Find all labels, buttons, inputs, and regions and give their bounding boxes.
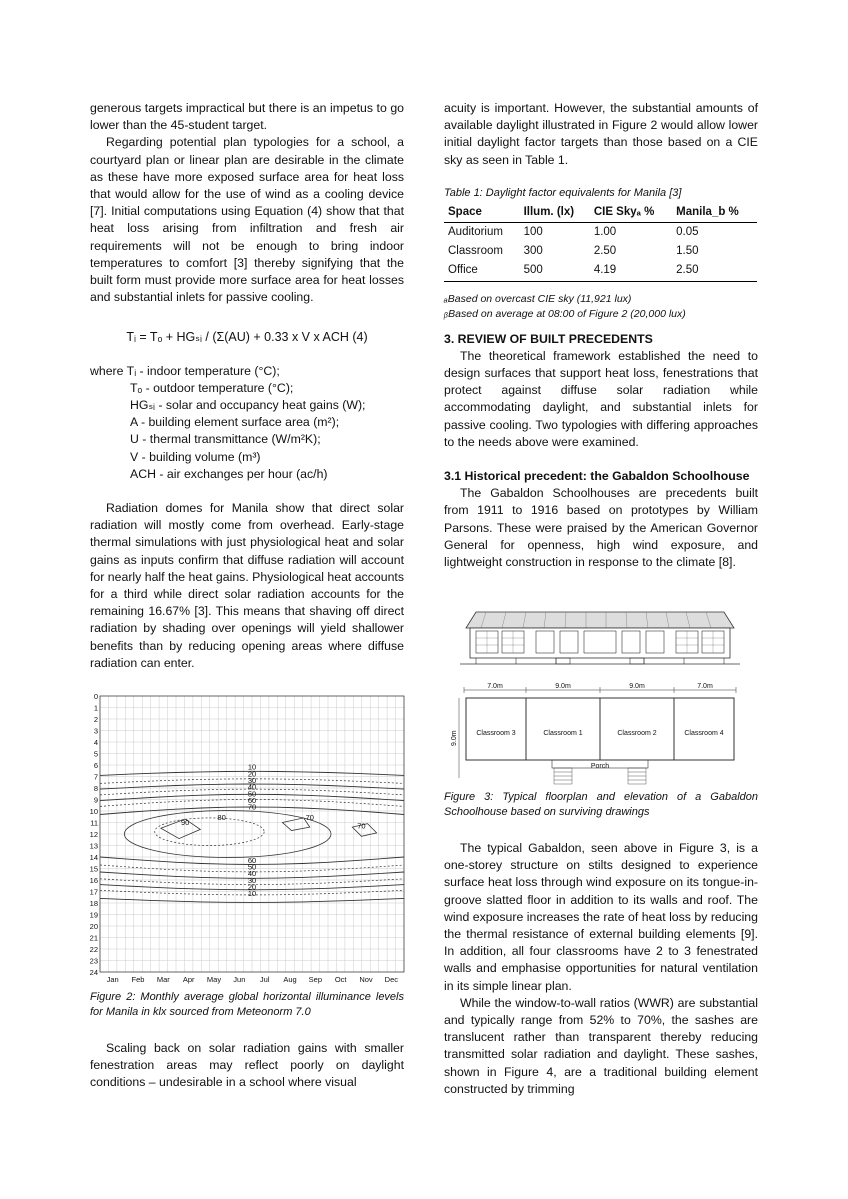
x-tick-label: Nov bbox=[359, 975, 373, 984]
y-tick-label: 16 bbox=[89, 876, 98, 885]
where-item: A - building element surface area (m²); bbox=[130, 415, 340, 430]
table-cell: 2.50 bbox=[593, 245, 617, 258]
x-tick-label: Jan bbox=[106, 975, 119, 984]
y-tick-label: 5 bbox=[93, 749, 98, 759]
x-tick-label: Jul bbox=[259, 975, 270, 984]
chart-svg bbox=[90, 690, 406, 990]
contour-label: 10 bbox=[247, 889, 257, 899]
y-tick-label: 22 bbox=[89, 945, 98, 954]
y-tick-label: 18 bbox=[89, 899, 98, 908]
y-tick-label: 24 bbox=[89, 968, 98, 977]
x-tick-label: Apr bbox=[182, 975, 195, 984]
table-footnote-b: ᵦBased on average at 08:00 of Figure 2 (20,000 lux) bbox=[444, 307, 686, 320]
contour-label: 30 bbox=[247, 875, 257, 885]
table-header: CIE Skyₐ % bbox=[590, 203, 672, 223]
table-cell: 2.50 bbox=[672, 261, 757, 281]
room-label: Classroom 1 bbox=[543, 730, 583, 737]
table-cell: 300 bbox=[523, 245, 543, 258]
left-column bbox=[90, 100, 404, 672]
contour-label: 20 bbox=[247, 769, 257, 779]
table-row bbox=[444, 242, 757, 261]
table-cell: 4.19 bbox=[590, 261, 672, 281]
x-tick-label: Mar bbox=[156, 975, 170, 984]
left-bottom bbox=[90, 1040, 404, 1092]
contour-label: 50 bbox=[247, 862, 257, 872]
equation: Tᵢ = Tₒ + HGₛᵢ / (Σ(AU) + 0.33 x V x ACH (4) bbox=[126, 330, 368, 345]
x-tick-label: Sep bbox=[308, 975, 323, 984]
contour-label: 20 bbox=[247, 882, 257, 892]
floorplan-elevation-svg bbox=[451, 608, 744, 788]
right-column bbox=[444, 100, 758, 571]
room-label: Classroom 3 bbox=[476, 730, 516, 737]
table-header: Space bbox=[444, 203, 520, 223]
contour-label: 30 bbox=[247, 775, 257, 785]
contour-label: 70 bbox=[247, 802, 257, 812]
x-tick-label: Jun bbox=[233, 975, 246, 984]
gabaldon-drawing bbox=[451, 608, 744, 788]
dim-label: 9.0m bbox=[555, 683, 571, 690]
where-item: HGₛᵢ - solar and occupancy heat gains (W); bbox=[130, 398, 366, 413]
contour-loop bbox=[155, 818, 264, 846]
table-cell: 500 bbox=[520, 261, 590, 281]
y-tick-label: 1 bbox=[93, 703, 98, 713]
contour-label: 40 bbox=[247, 869, 257, 879]
contour-label: 60 bbox=[247, 795, 257, 805]
y-tick-label: 4 bbox=[93, 738, 98, 747]
room-label: Classroom 2 bbox=[617, 730, 657, 737]
where-list bbox=[90, 380, 404, 483]
y-tick-label: 2 bbox=[93, 715, 98, 724]
x-tick-label: Aug bbox=[283, 975, 297, 984]
figure-caption: Figure 3: Typical floorplan and elevation of a Gabaldon Schoolhouse based on surviving drawings bbox=[444, 791, 758, 818]
contour-label: 70 bbox=[305, 813, 314, 823]
y-tick-label: 0 bbox=[93, 692, 98, 701]
paragraph: While the window-to-wall ratios (WWR) are substantial and typically range from 52% to 70%, the sashes are translucent rather than transparent thereby reducing transmitted solar radiation and daylight. These sashes, shown in Figure 4, are a traditional building element constructed by trimming bbox=[444, 995, 758, 1096]
contour-label: 10 bbox=[247, 762, 257, 772]
dim-label: 9.0m bbox=[629, 683, 645, 690]
table-row bbox=[444, 223, 757, 243]
x-tick-label: Feb bbox=[131, 975, 145, 984]
y-tick-label: 7 bbox=[93, 772, 98, 782]
table-cell: 0.05 bbox=[676, 226, 699, 239]
fig2-caption-block bbox=[90, 990, 404, 1020]
paragraph: acuity is important. However, the substantial amounts of available daylight illustrated in Figure 2 would allow lower initial daylight factor targets than those based on a CIE sky as seen in Table 1. bbox=[444, 101, 758, 167]
y-tick-label: 6 bbox=[93, 761, 98, 770]
y-tick-label: 21 bbox=[89, 933, 98, 943]
illuminance-chart bbox=[90, 690, 406, 990]
contour-label: 60 bbox=[247, 855, 257, 865]
y-tick-label: 13 bbox=[89, 841, 98, 851]
right-bottom bbox=[444, 840, 758, 1098]
table-cell: Classroom bbox=[448, 245, 503, 258]
figure-caption: Figure 2: Monthly average global horizontal illuminance levels for Manila in klx sourced from Meteonorm 7.0 bbox=[90, 991, 404, 1018]
y-tick-label: 15 bbox=[89, 864, 98, 874]
y-tick-label: 20 bbox=[89, 922, 98, 931]
paragraph: The theoretical framework established the need to design surfaces that support heat loss, fenestrations that protect against diffuse solar radiation while accommodating daylight, and substantial inlets for passive cooling. Two typologies with differing approaches to the needs above were examined. bbox=[444, 348, 758, 449]
paragraph: The typical Gabaldon, seen above in Figure 3, is a one-storey structure on stilts designed to experience surface heat loss through wind exposure on its tongue-in-groove slatted floor in addition to its walls and roof. The wind exposure increases the rate of heat loss by reducing the thermal resistance of external building elements [9]. In addition, all four classrooms have 2 to 3 fenestrated walls and emphasise opportunities for natural ventilation in its simple linear plan. bbox=[444, 841, 758, 993]
dim-label: 7.0m bbox=[697, 683, 713, 690]
x-tick-label: Oct bbox=[334, 975, 347, 984]
table-cell: 1.50 bbox=[676, 245, 699, 258]
y-tick-label: 23 bbox=[89, 956, 98, 966]
table-footnote-a: ₐBased on overcast CIE sky (11,921 lux) bbox=[444, 292, 632, 305]
y-tick-label: 9 bbox=[93, 795, 98, 805]
paragraph: Radiation domes for Manila show that direct solar radiation will mostly come from overhead. Early-stage thermal simulations with just physiological heat and solar gains as inputs confirm that diffuse radiation will account for nearly half the heat gains. Physiological heat accounts for a third while direct solar radiation accounts for the remaining 16.67% [3]. This means that shaving off direct radiation by shading over openings will yield shallower benefits than by reducing opening areas where diffuse radiation can enter. bbox=[90, 501, 404, 670]
where-item: U - thermal transmittance (W/m²K); bbox=[130, 432, 321, 447]
paragraph: The Gabaldon Schoolhouses are precedents built from 1911 to 1916 based on prototypes by William Parsons. These were praised by the American Governor General for openness, high wind exposure, and lightweight construction in response to the climate [8]. bbox=[444, 486, 758, 570]
where-intro: where Tᵢ - indoor temperature (°C); bbox=[90, 363, 280, 378]
x-tick-label: May bbox=[206, 975, 222, 984]
x-tick-label: Dec bbox=[384, 975, 399, 984]
table-row bbox=[444, 261, 757, 281]
section-heading: 3. REVIEW OF BUILT PRECEDENTS bbox=[444, 331, 653, 346]
table-header: Illum. (lx) bbox=[520, 203, 590, 223]
y-tick-label: 8 bbox=[93, 784, 98, 793]
contour-label: 80 bbox=[217, 813, 226, 823]
table-header-row bbox=[444, 203, 757, 223]
depth-label: 9.0m bbox=[451, 730, 458, 746]
porch-label: Porch bbox=[590, 763, 610, 770]
room-label: Classroom 4 bbox=[684, 730, 724, 737]
table-cell: 100 bbox=[523, 226, 543, 239]
y-tick-label: 14 bbox=[89, 853, 98, 862]
y-tick-label: 11 bbox=[90, 818, 98, 828]
y-tick-label: 3 bbox=[93, 726, 98, 736]
contour-label: 90 bbox=[180, 817, 190, 827]
contour-label: 70 bbox=[357, 821, 366, 831]
daylight-table bbox=[444, 203, 757, 282]
where-item: Tₒ - outdoor temperature (°C); bbox=[130, 380, 294, 395]
fig3-caption-block bbox=[444, 790, 758, 820]
where-item: V - building volume (m³) bbox=[130, 449, 261, 464]
where-item: ACH - air exchanges per hour (ac/h) bbox=[130, 466, 328, 481]
y-tick-label: 17 bbox=[89, 887, 98, 897]
contour-label: 40 bbox=[247, 782, 257, 792]
y-tick-label: 12 bbox=[89, 830, 98, 839]
paragraph: Scaling back on solar radiation gains with smaller fenestration areas may reflect poorly on daylight conditions – undesirable in a school where visual bbox=[90, 1041, 404, 1090]
table-cell: Auditorium bbox=[448, 226, 503, 239]
dim-label: 7.0m bbox=[487, 683, 503, 690]
subsection-heading: 3.1 Historical precedent: the Gabaldon Schoolhouse bbox=[444, 469, 750, 484]
y-tick-label: 19 bbox=[89, 910, 98, 920]
table-caption: Table 1: Daylight factor equivalents for Manila [3] bbox=[444, 186, 682, 199]
paragraph: generous targets impractical but there is an impetus to go lower than the 45-student target. bbox=[90, 101, 404, 133]
table-cell: 1.00 bbox=[593, 226, 617, 239]
table-header: Manila_b % bbox=[672, 203, 757, 223]
contour-label: 50 bbox=[247, 789, 257, 799]
table-cell: Office bbox=[444, 261, 520, 281]
y-tick-label: 10 bbox=[89, 807, 98, 816]
paragraph: Regarding potential plan typologies for a school, a courtyard plan or linear plan are desirable in the climate as these have more exposed surface area for heat loss that would allow for the use of wind as a cooling device [7]. Initial computations using Equation (4) show that that heat loss arising from infiltration and fresh air requirements will not be enough to bring indoor temperatures to comfort [3] thereby signifying that the built form must provide more surface area for heat losses and substantial inlets for passive cooling. bbox=[90, 135, 404, 305]
